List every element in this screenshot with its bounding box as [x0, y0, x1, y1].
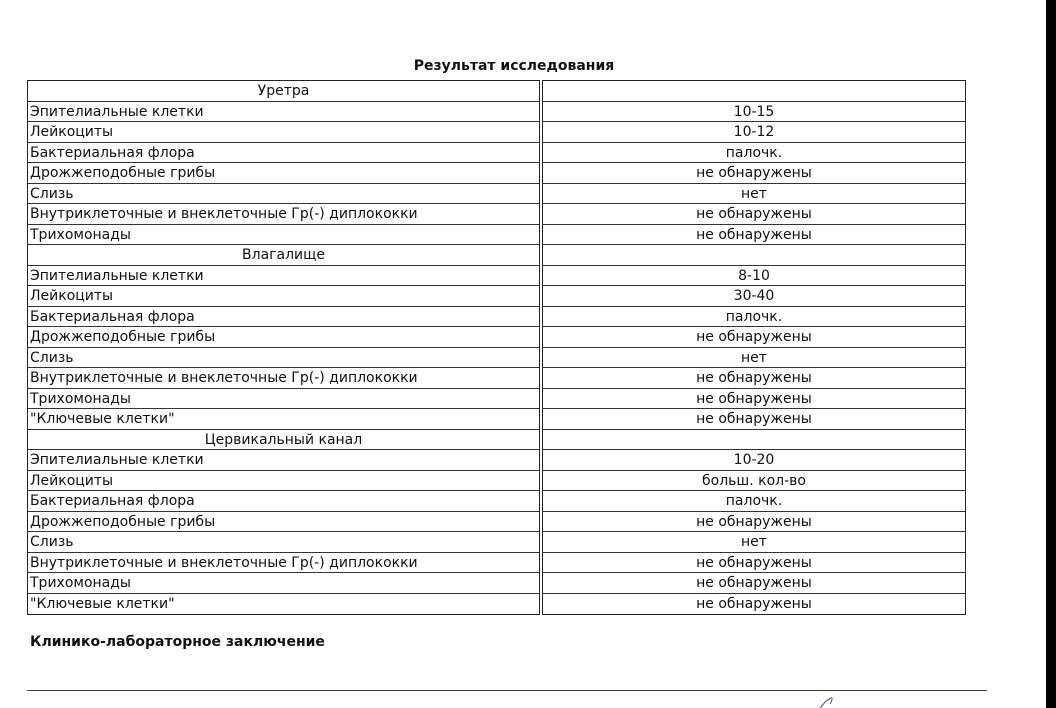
- results-values-column: [542, 80, 966, 615]
- result-value: не обнаружены: [543, 368, 965, 389]
- result-label: Внутриклеточные и внеклеточные Гр(-) диплококки: [28, 204, 539, 225]
- result-label: Эпителиальные клетки: [28, 266, 539, 287]
- result-value: нет: [543, 184, 965, 205]
- result-label: Бактериальная флора: [28, 143, 539, 164]
- result-label: Слизь: [28, 184, 539, 205]
- result-label: Бактериальная флора: [28, 307, 539, 328]
- result-value: 10-15: [543, 102, 965, 123]
- result-value: не обнаружены: [543, 409, 965, 430]
- result-value: не обнаружены: [696, 595, 812, 612]
- section-header: Цервикальный канал: [28, 430, 539, 451]
- section-header-value-cell: [543, 430, 965, 451]
- signature-line: [27, 690, 987, 691]
- page-title: Результат исследования: [413, 58, 615, 74]
- result-value: не обнаружены: [543, 163, 965, 184]
- signature-mark: [818, 697, 838, 708]
- result-value: нет: [543, 532, 965, 553]
- results-labels-column: [27, 80, 540, 615]
- result-label: Лейкоциты: [28, 471, 539, 492]
- page-edge-bar: [1046, 0, 1056, 708]
- result-label: Слизь: [28, 348, 539, 369]
- section-header-value-cell: [543, 81, 965, 102]
- section-header-value-cell: [543, 245, 965, 266]
- result-value: не обнаружены: [543, 204, 965, 225]
- result-label: Эпителиальные клетки: [28, 450, 539, 471]
- result-value: не обнаружены: [543, 327, 965, 348]
- result-label: "Ключевые клетки": [28, 409, 539, 430]
- result-value: нет: [543, 348, 965, 369]
- result-value: не обнаружены: [543, 512, 965, 533]
- result-label: Лейкоциты: [28, 286, 539, 307]
- result-value: больш. кол-во: [543, 471, 965, 492]
- result-label: Внутриклеточные и внеклеточные Гр(-) диплококки: [28, 553, 539, 574]
- result-value: не обнаружены: [543, 225, 965, 246]
- result-label: Дрожжеподобные грибы: [28, 512, 539, 533]
- result-label: Трихомонады: [28, 573, 539, 594]
- result-value: не обнаружены: [543, 573, 965, 594]
- result-label: Дрожжеподобные грибы: [28, 163, 539, 184]
- result-value: 10-20: [543, 450, 965, 471]
- result-label: Дрожжеподобные грибы: [28, 327, 539, 348]
- result-value: палочк.: [543, 307, 965, 328]
- result-value: не обнаружены: [543, 553, 965, 574]
- result-label: Внутриклеточные и внеклеточные Гр(-) диплококки: [28, 368, 539, 389]
- result-label: Слизь: [28, 532, 539, 553]
- result-label: Трихомонады: [28, 389, 539, 410]
- result-label: Бактериальная флора: [28, 491, 539, 512]
- section-header: Уретра: [28, 81, 539, 102]
- result-label: "Ключевые клетки": [30, 595, 175, 612]
- result-value: 8-10: [543, 266, 965, 287]
- result-value: палочк.: [543, 491, 965, 512]
- result-value: 30-40: [543, 286, 965, 307]
- result-label: Лейкоциты: [28, 122, 539, 143]
- section-header: Влагалище: [28, 245, 539, 266]
- result-value: палочк.: [543, 143, 965, 164]
- result-value: 10-12: [543, 122, 965, 143]
- conclusion-heading: Клинико-лабораторное заключение: [30, 634, 325, 650]
- result-value: не обнаружены: [543, 389, 965, 410]
- result-label: Эпителиальные клетки: [28, 102, 539, 123]
- result-label: Трихомонады: [28, 225, 539, 246]
